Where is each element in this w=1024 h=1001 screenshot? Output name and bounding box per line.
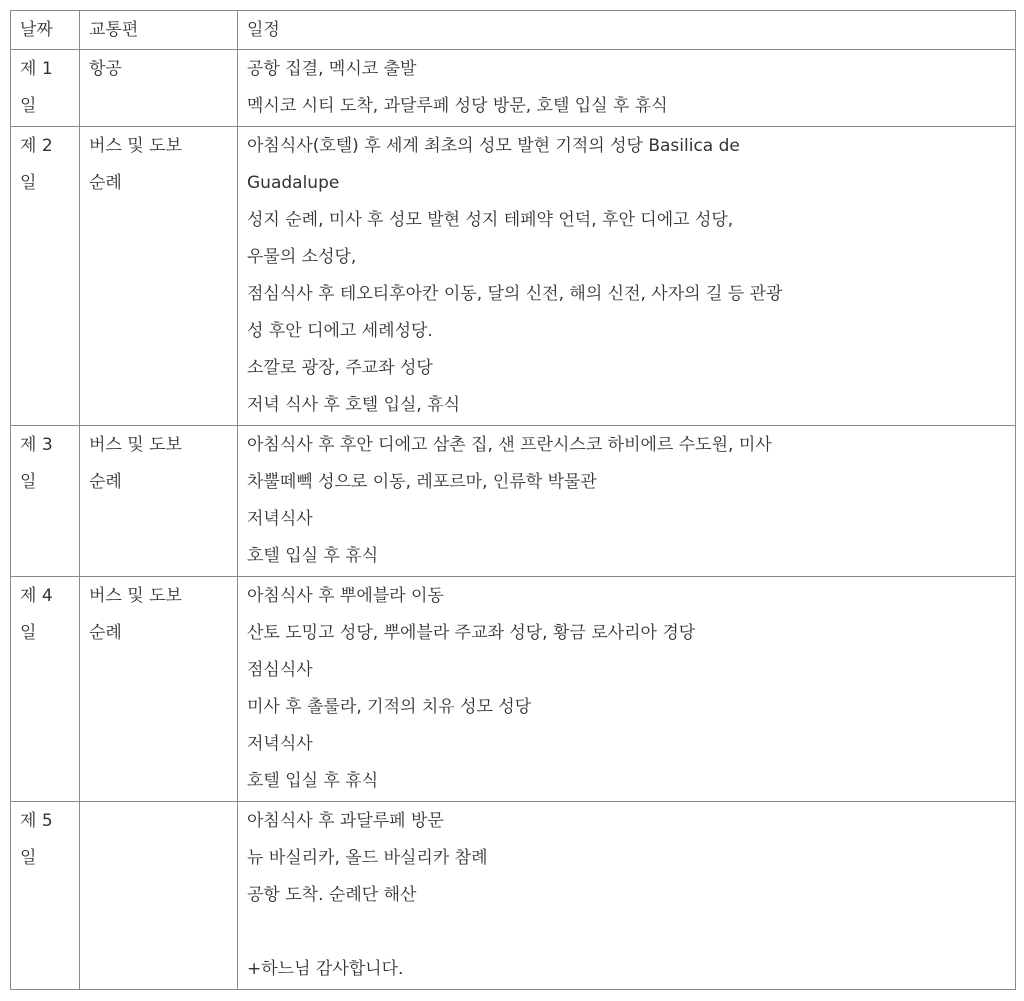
schedule-line: 소깔로 광장, 주교좌 성당 (247, 358, 433, 378)
transport-cell (80, 426, 238, 577)
table-header (11, 11, 1016, 50)
transport-line: 항공 (89, 59, 122, 79)
transport-line: 순례 (89, 472, 122, 492)
schedule-line: 성지 순례, 미사 후 성모 발현 성지 테페약 언덕, 후안 디에고 성당, (247, 210, 734, 230)
transport-cell (80, 50, 238, 127)
schedule-cell (238, 802, 1016, 990)
table-row (11, 577, 1016, 802)
header-transport: 교통편 (80, 11, 238, 50)
schedule-line: +하느님 감사합니다. (247, 959, 404, 979)
day-cell (11, 426, 80, 577)
schedule-line: 호텔 입실 후 휴식 (247, 546, 379, 566)
schedule-line: 미사 후 촐룰라, 기적의 치유 성모 성당 (247, 697, 532, 717)
header-schedule: 일정 (238, 11, 1016, 50)
day-label: 제 2 일 (20, 136, 59, 193)
transport-cell (80, 802, 238, 990)
transport-line: 순례 (89, 623, 122, 643)
transport-line: 버스 및 도보 (89, 136, 182, 156)
day-label: 제 4 일 (20, 586, 59, 643)
schedule-line: 아침식사 후 뿌에블라 이동 (247, 586, 444, 606)
day-cell (11, 50, 80, 127)
transport-line: 버스 및 도보 (89, 435, 182, 455)
schedule-cell (238, 426, 1016, 577)
day-cell (11, 802, 80, 990)
table-row (11, 802, 1016, 990)
itinerary-table (10, 10, 1016, 990)
table-body (11, 50, 1016, 990)
schedule-line: 성 후안 디에고 세례성당. (247, 321, 433, 341)
schedule-line (247, 914, 1006, 951)
day-cell (11, 127, 80, 426)
schedule-line: 저녁 식사 후 호텔 입실, 휴식 (247, 395, 461, 415)
table-row (11, 127, 1016, 426)
day-label: 제 5 일 (20, 811, 59, 868)
schedule-line: 아침식사(호텔) 후 세계 최초의 성모 발현 기적의 성당 Basilica de (247, 136, 740, 156)
schedule-line: 아침식사 후 후안 디에고 삼촌 집, 샌 프란시스코 하비에르 수도원, 미사 (247, 435, 772, 455)
schedule-line: 차뿔떼뻭 성으로 이동, 레포르마, 인류학 박물관 (247, 472, 597, 492)
schedule-line: 저녁식사 (247, 734, 313, 754)
day-label: 제 1 일 (20, 59, 59, 116)
schedule-line: 뉴 바실리카, 올드 바실리카 참례 (247, 848, 488, 868)
schedule-cell (238, 577, 1016, 802)
schedule-line: 공항 도착. 순례단 해산 (247, 885, 417, 905)
schedule-line: 공항 집결, 멕시코 출발 (247, 59, 417, 79)
schedule-line: Guadalupe (247, 173, 340, 193)
header-row (11, 11, 1016, 50)
transport-line: 버스 및 도보 (89, 586, 182, 606)
schedule-line: 산토 도밍고 성당, 뿌에블라 주교좌 성당, 황금 로사리아 경당 (247, 623, 696, 643)
day-label: 제 3 일 (20, 435, 59, 492)
schedule-line: 점심식사 후 테오티후아칸 이동, 달의 신전, 해의 신전, 사자의 길 등 관광 (247, 284, 783, 304)
schedule-line: 저녁식사 (247, 509, 313, 529)
schedule-line: 우물의 소성당, (247, 247, 357, 267)
schedule-cell (238, 127, 1016, 426)
transport-cell (80, 127, 238, 426)
transport-line: 순례 (89, 173, 122, 193)
transport-cell (80, 577, 238, 802)
schedule-line: 호텔 입실 후 휴식 (247, 771, 379, 791)
schedule-line: 아침식사 후 과달루페 방문 (247, 811, 444, 831)
schedule-line: 멕시코 시티 도착, 과달루페 성당 방문, 호텔 입실 후 휴식 (247, 96, 668, 116)
table-row (11, 50, 1016, 127)
table-row (11, 426, 1016, 577)
header-day: 날짜 (11, 11, 80, 50)
day-cell (11, 577, 80, 802)
schedule-cell (238, 50, 1016, 127)
schedule-line: 점심식사 (247, 660, 313, 680)
